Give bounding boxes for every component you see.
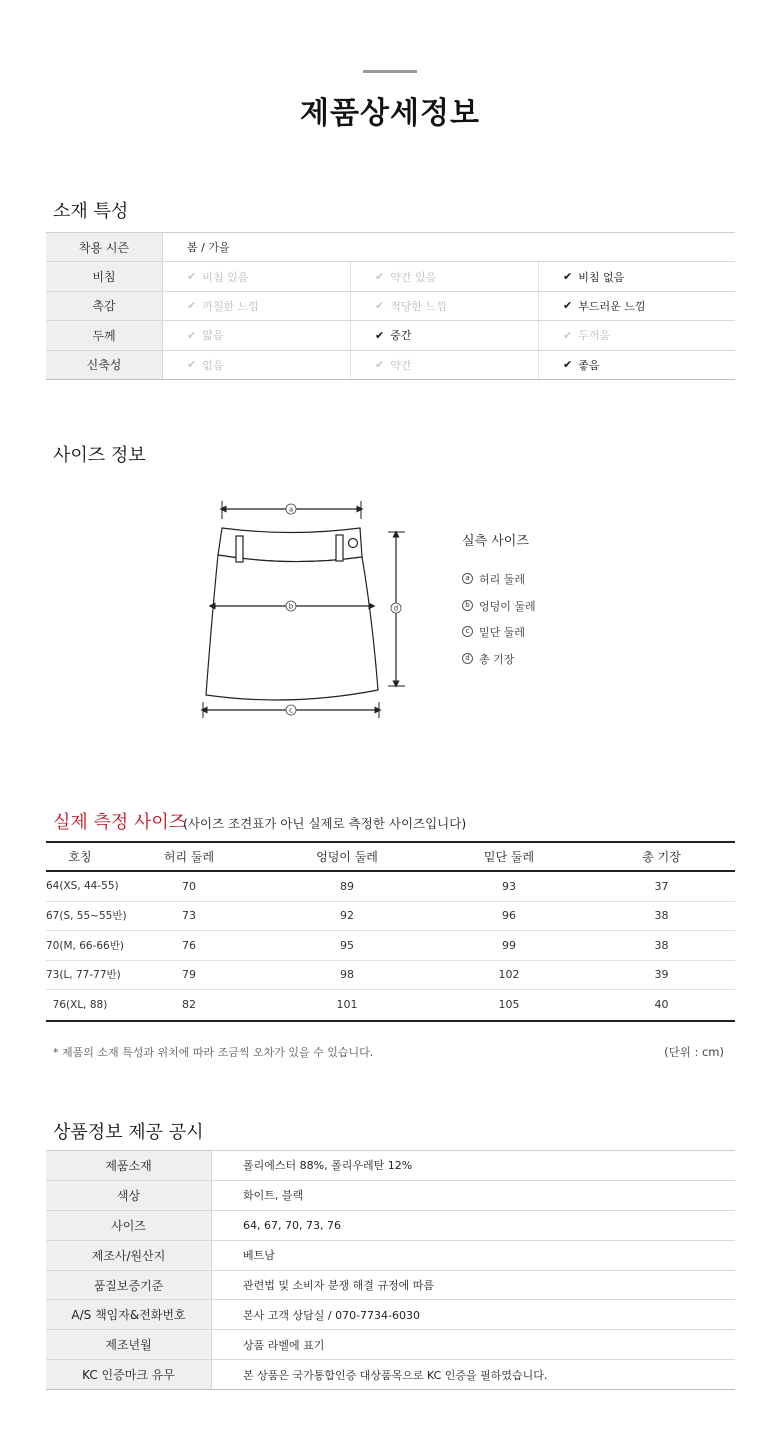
row-label: 제품소재 (46, 1151, 212, 1180)
skirt-diagram (190, 495, 420, 725)
legend-item (462, 598, 536, 625)
legend-label: 밑단 둘레 (479, 626, 526, 639)
check-icon: ✔ (375, 270, 385, 284)
table-cell: 96 (502, 909, 516, 923)
option-label: 비침 없음 (578, 270, 625, 284)
material-row-label: 두께 (46, 321, 163, 349)
material-section-title: 소재 특성 (53, 201, 129, 222)
table-row (46, 1360, 735, 1390)
legend-item (462, 571, 536, 598)
table-cell: 70 (182, 879, 196, 893)
option-cell-selected (351, 321, 539, 349)
option-label: 얇음 (202, 329, 224, 343)
table-header-row (46, 843, 735, 872)
check-icon: ✔ (563, 328, 573, 342)
table-cell: 38 (654, 938, 669, 952)
measure-section-title: 실제 측정 사이즈 (53, 812, 187, 833)
row-value: 64, 67, 70, 73, 76 (243, 1218, 341, 1232)
legend-label: 엉덩이 둘레 (479, 599, 536, 613)
table-cell: 73 (182, 909, 196, 923)
row-value: 상품 라벨에 표기 (243, 1338, 325, 1352)
material-table (46, 232, 735, 380)
table-cell: 67(S, 55~55반) (46, 910, 127, 923)
row-label: 사이즈 (46, 1211, 212, 1240)
table-cell: 70(M, 66-66반) (46, 939, 124, 952)
row-label: 제조사/원산지 (46, 1241, 212, 1270)
table-row (46, 902, 735, 932)
option-label: 적당한 느낌 (390, 299, 447, 313)
legend-title: 실측 사이즈 (462, 534, 529, 549)
table-cell: 82 (182, 998, 196, 1012)
check-icon: ✔ (563, 299, 573, 313)
legend-item (462, 651, 536, 678)
unit-label: (단위 : cm) (664, 1045, 724, 1059)
check-icon: ✔ (563, 270, 573, 284)
column-header: 엉덩이 둘레 (316, 850, 378, 864)
check-icon: ✔ (187, 299, 197, 313)
check-icon: ✔ (187, 270, 197, 284)
marker-icon: c (462, 626, 473, 637)
row-label: 품질보증기준 (46, 1271, 212, 1300)
check-icon: ✔ (375, 358, 385, 372)
material-row-label: 신축성 (46, 351, 163, 379)
table-row (46, 1241, 735, 1271)
option-cell (163, 321, 351, 349)
table-cell: 76(XL, 88) (52, 998, 108, 1011)
option-label: 없음 (202, 358, 224, 372)
legend-label: 총 기장 (479, 652, 515, 666)
table-row (46, 1181, 735, 1211)
table-cell: 95 (340, 938, 354, 952)
size-legend (462, 530, 536, 677)
option-cell (351, 262, 539, 290)
column-header: 밑단 둘레 (483, 850, 535, 864)
table-cell: 92 (340, 909, 354, 923)
option-cell (163, 262, 351, 290)
table-cell: 37 (654, 879, 669, 893)
size-section-title: 사이즈 정보 (53, 445, 146, 466)
table-row (46, 990, 735, 1020)
table-cell: 98 (340, 968, 354, 982)
material-row-season (46, 233, 735, 262)
option-label: 약간 (390, 358, 412, 372)
option-cell (351, 351, 539, 379)
marker-icon: b (462, 600, 473, 611)
check-icon: ✔ (375, 328, 385, 342)
table-row (46, 1271, 735, 1301)
belt-loop-left (236, 536, 243, 562)
row-value: 관련법 및 소비자 분쟁 해결 규정에 따름 (243, 1279, 434, 1292)
check-icon: ✔ (563, 358, 573, 372)
marker-c-label: c (289, 706, 293, 715)
title-divider (363, 70, 417, 73)
option-label: 두꺼움 (578, 329, 611, 343)
column-header: 호칭 (68, 850, 92, 864)
table-cell: 105 (498, 998, 520, 1012)
material-row-thickness (46, 321, 735, 350)
table-row (46, 1151, 735, 1181)
check-icon: ✔ (375, 299, 385, 313)
option-cell (351, 292, 539, 320)
legend-item (462, 624, 536, 651)
option-cell (163, 292, 351, 320)
option-label: 중간 (390, 329, 412, 343)
table-row (46, 1211, 735, 1241)
table-cell: 102 (498, 968, 520, 982)
row-value: 화이트, 블랙 (243, 1189, 304, 1203)
belt-loop-right (336, 535, 343, 561)
option-label: 약간 있음 (390, 270, 437, 284)
table-cell: 99 (502, 938, 516, 952)
marker-d-label: d (393, 604, 399, 613)
season-value: 봄 / 가을 (187, 241, 230, 255)
table-row (46, 961, 735, 991)
row-value: 본 상품은 국가통합인증 대상품목으로 KC 인증을 필하였습니다. (243, 1368, 548, 1382)
table-row (46, 1330, 735, 1360)
legend-label: 허리 둘레 (479, 573, 526, 586)
table-row (46, 872, 735, 902)
option-label: 비침 있음 (202, 270, 249, 284)
option-cell-selected (539, 351, 735, 379)
measure-subtitle: (사이즈 조견표가 아닌 실제로 측정한 사이즈입니다) (183, 816, 467, 831)
table-cell: 40 (654, 998, 669, 1012)
row-label: A/S 책임자&전화번호 (46, 1300, 212, 1329)
table-cell: 76 (182, 938, 196, 952)
table-cell: 89 (340, 879, 354, 893)
row-value: 본사 고객 상담실 / 070-7734-6030 (243, 1308, 420, 1322)
table-cell: 73(L, 77-77반) (46, 969, 121, 982)
marker-a-label: a (288, 505, 294, 514)
table-row (46, 1300, 735, 1330)
option-cell (163, 351, 351, 379)
option-cell-selected (539, 292, 735, 320)
row-value: 베트남 (243, 1249, 275, 1263)
skirt-body (206, 555, 378, 700)
column-header: 허리 둘레 (163, 850, 215, 864)
option-label: 좋음 (578, 358, 600, 372)
option-cell-selected (539, 262, 735, 290)
notice-section-title: 상품정보 제공 공시 (53, 1122, 204, 1143)
table-cell: 38 (654, 909, 669, 923)
table-row (46, 931, 735, 961)
table-cell: 101 (336, 998, 358, 1012)
table-cell: 93 (502, 879, 516, 893)
table-cell: 79 (182, 968, 196, 982)
check-icon: ✔ (187, 358, 197, 372)
marker-icon: d (462, 653, 473, 664)
material-row-label: 비침 (46, 262, 163, 290)
measure-note: * 제품의 소재 특성과 위치에 따라 조금씩 오차가 있을 수 있습니다. (53, 1046, 374, 1059)
material-row-sheer (46, 262, 735, 291)
marker-icon: a (462, 573, 473, 584)
table-cell: 64(XS, 44-55) (46, 880, 119, 893)
material-row-touch (46, 292, 735, 321)
row-label: 색상 (46, 1181, 212, 1210)
measure-table (46, 841, 735, 1022)
check-icon: ✔ (187, 328, 197, 342)
notice-table (46, 1150, 735, 1390)
material-row-label: 착용 시즌 (46, 233, 163, 261)
material-row-stretch (46, 351, 735, 380)
column-header: 총 기장 (642, 850, 681, 864)
table-cell: 39 (654, 968, 669, 982)
option-label: 부드러운 느낌 (578, 299, 646, 313)
marker-b-label: b (288, 602, 294, 611)
row-label: 제조년월 (46, 1330, 212, 1359)
option-cell (539, 321, 735, 349)
material-row-label: 촉감 (46, 292, 163, 320)
option-label: 까칠한 느낌 (202, 299, 259, 313)
row-label: KC 인증마크 유무 (46, 1360, 212, 1389)
page-title: 제품상세정보 (300, 96, 480, 131)
row-value: 폴리에스터 88%, 폴리우레탄 12% (243, 1159, 413, 1173)
button-icon (349, 539, 358, 548)
